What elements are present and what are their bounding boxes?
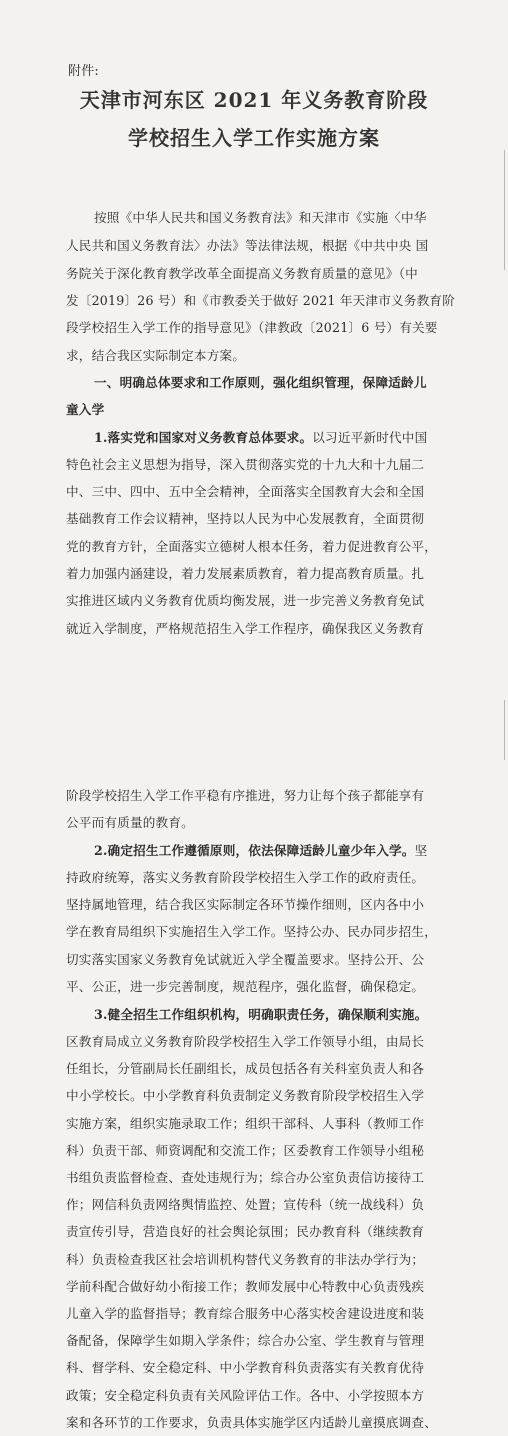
body-text-line: 实施方案，组织实施录取工作；组织干部科、人事科（教师工作 bbox=[66, 1115, 425, 1131]
body-text-line: 坚持属地管理，结合我区实际制定各环节操作细则，区内各中小 bbox=[66, 897, 425, 912]
body-text-line: 区教育局成立义务教育阶段学校招生入学工作领导小组，由局长 bbox=[66, 1034, 425, 1049]
body-text-line: 任组长，分管副局长任副组长，成员包括各有关科室负责人和各 bbox=[66, 1061, 425, 1077]
body-text-line: 段学校招生入学工作的指导意见》（津教政〔2021〕6 号）有关要 bbox=[66, 320, 438, 335]
document-title-line-2: 学校招生入学工作实施方案 bbox=[128, 126, 380, 150]
section-heading: 童入学 bbox=[66, 402, 105, 417]
document-title-line-1: 天津市河东区 2021 年义务教育阶段 bbox=[79, 88, 429, 112]
body-text-line: 学前科配合做好幼小衔接工作；教师发展中心特教中心负责残疾 bbox=[66, 1278, 425, 1294]
body-text-line: 持政府统筹，落实义务教育阶段学校招生入学工作的政府责任。 bbox=[66, 870, 425, 885]
body-text-line: 阶段学校招生入学工作平稳有序推进，努力让每个孩子都能享有 bbox=[66, 788, 425, 803]
body-text-line: 平、公正，进一步完善制度，规范程序，强化监督，确保稳定。 bbox=[66, 979, 425, 994]
page-edge-line bbox=[504, 150, 505, 270]
body-text-line: 务院关于深化教育教学改革全面提高义务教育质量的意见》（中 bbox=[66, 266, 418, 281]
body-text-line: 人民共和国义务教育法〉办法》等法律法规，根据《中共中央 国 bbox=[66, 238, 429, 253]
body-text-line: 公平而有质量的教育。 bbox=[66, 815, 194, 830]
body-text-line: 基础教育工作会议精神，坚持以人民为中心发展教育，全面贯彻 bbox=[66, 511, 425, 526]
item-heading: 1.落实党和国家对义务教育总体要求。 bbox=[94, 430, 313, 445]
body-text-line: 科、督学科、安全稳定科、中小学教育科负责落实有关教育优待 bbox=[66, 1360, 425, 1376]
body-text-line: 学在教育局组织下实施招生入学工作。坚持公办、民办同步招生， bbox=[66, 924, 438, 939]
body-text-line: 政策；安全稳定科负责有关风险评估工作。各中、小学按照本方 bbox=[66, 1387, 425, 1403]
body-text-line: 科）负责干部、师资调配和交流工作；区委教育工作领导小组秘 bbox=[66, 1142, 425, 1158]
body-text-line: 着力加强内涵建设，着力发展素质教育，着力提高教育质量。扎 bbox=[66, 566, 425, 581]
body-text-line: 作；网信科负责网络舆情监控、处置；宣传科（统一战线科）负 bbox=[66, 1197, 425, 1213]
body-text-line: 按照《中华人民共和国义务教育法》和天津市《实施〈中华 bbox=[94, 210, 427, 225]
body-text-line: 儿童入学的监督指导；教育综合服务中心落实校舍建设进度和装 bbox=[66, 1306, 425, 1321]
body-text-line: 备配备，保障学生如期入学条件；综合办公室、学生教育与管理 bbox=[66, 1333, 425, 1349]
body-text-line: 中、三中、四中、五中全会精神，全面落实全国教育大会和全国 bbox=[66, 484, 425, 499]
body-text-line: 书组负责监督检查、查处违规行为；综合办公室负责信访接待工 bbox=[66, 1170, 425, 1185]
body-text-line: 中小学校长。中小学教育科负责制定义务教育阶段学校招生入学 bbox=[66, 1088, 425, 1104]
page-edge-line bbox=[504, 700, 505, 760]
body-text-line: 科）负责检查我区社会培训机构替代义务教育的非法办学行为； bbox=[66, 1251, 425, 1267]
body-text-line: 发〔2019〕26 号）和《市教委关于做好 2021 年天津市义务教育阶 bbox=[66, 293, 455, 308]
item-heading: 2.确定招生工作遵循原则，依法保障适龄儿童少年入学。 bbox=[94, 843, 415, 858]
body-text-line: 党的教育方针，全面落实立德树人根本任务，着力促进教育公平， bbox=[66, 539, 438, 554]
body-text-line: 实推进区域内义务教育优质均衡发展，进一步完善义务教育免试 bbox=[66, 593, 425, 608]
body-text-line: 案和各环节的工作要求，负责具体实施学区内适龄儿童摸底调查、 bbox=[66, 1414, 438, 1430]
attachment-label: 附件: bbox=[68, 64, 99, 79]
body-text-line: 坚 bbox=[414, 843, 428, 858]
body-text-line: 特色社会主义思想为指导，深入贯彻落实党的十九大和十九届二 bbox=[66, 457, 425, 472]
body-text-line: 求，结合我区实际制定本方案。 bbox=[66, 348, 246, 363]
body-text-line: 责宣传引导，营造良好的社会舆论氛围；民办教育科（继续教育 bbox=[66, 1224, 425, 1240]
body-text-line: 就近入学制度，严格规范招生入学工作程序，确保我区义务教育 bbox=[66, 621, 425, 636]
item-heading: 3.健全招生工作组织机构，明确职责任务，确保顺利实施。 bbox=[94, 1007, 428, 1022]
body-text-line: 以习近平新时代中国 bbox=[312, 430, 428, 445]
body-text-line: 切实落实国家义务教育免试就近入学全覆盖要求。坚持公开、公 bbox=[66, 952, 425, 967]
section-heading: 一、明确总体要求和工作原则，强化组织管理，保障适龄儿 bbox=[94, 375, 427, 390]
